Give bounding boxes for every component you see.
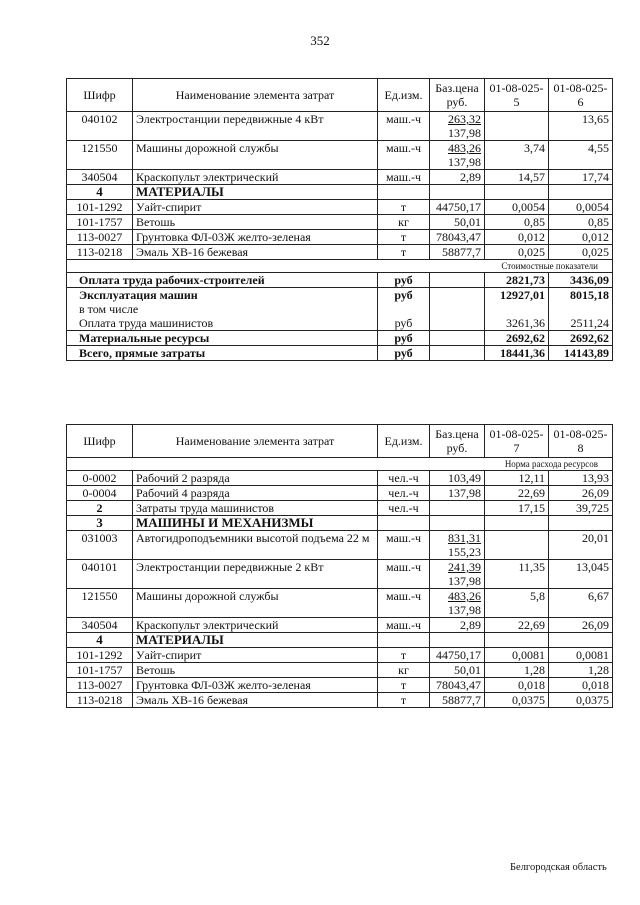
row-value-2: 20,01 <box>549 531 613 560</box>
cost-value-1: 2821,73 <box>485 273 549 288</box>
section-code: 3 <box>67 516 133 531</box>
row-price <box>430 531 485 560</box>
row-name: Ветошь <box>133 663 378 678</box>
row-code: 2 <box>67 501 133 516</box>
cost-name: Эксплуатация машин <box>67 288 378 303</box>
header-col2: 01-08-025-8 <box>549 425 613 458</box>
cost-value-2 <box>549 302 613 316</box>
row-unit: т <box>378 648 430 663</box>
row-unit: чел.-ч <box>378 486 430 501</box>
cost-name: Оплата труда машинистов <box>67 316 378 331</box>
row-name: Затраты труда машинистов <box>133 501 378 516</box>
row-price: 58877,7 <box>430 245 485 260</box>
row-value-2: 0,0081 <box>549 648 613 663</box>
cost-value-1: 18441,36 <box>485 346 549 361</box>
empty-cell <box>430 185 485 200</box>
row-unit: маш.-ч <box>378 170 430 185</box>
table-row <box>67 170 613 185</box>
row-value-2: 13,93 <box>549 471 613 486</box>
empty-cell <box>549 633 613 648</box>
page-number: 352 <box>310 33 330 48</box>
cost-value-2: 8015,18 <box>549 288 613 303</box>
header-price: Баз.цена руб. <box>430 425 485 458</box>
table-row <box>67 589 613 618</box>
empty-cell <box>378 516 430 531</box>
row-value-1 <box>485 112 549 141</box>
row-name: Электростанции передвижные 4 кВт <box>133 112 378 141</box>
row-name: Уайт-спирит <box>133 200 378 215</box>
row-price: 78043,47 <box>430 230 485 245</box>
row-value-1: 3,74 <box>485 141 549 170</box>
row-name: Эмаль ХВ-16 бежевая <box>133 693 378 708</box>
cost-unit: руб <box>378 273 430 288</box>
header-name: Наименование элемента затрат <box>133 79 378 112</box>
cost-value-2: 3436,09 <box>549 273 613 288</box>
price-value: 831,31 <box>448 531 481 545</box>
empty-cell <box>485 633 549 648</box>
row-unit: т <box>378 678 430 693</box>
cost-unit <box>378 302 430 316</box>
price-value: 483,26 <box>448 141 481 155</box>
row-value-1: 22,69 <box>485 618 549 633</box>
row-code: 121550 <box>67 589 133 618</box>
row-value-2: 39,725 <box>549 501 613 516</box>
cost-value-2: 14143,89 <box>549 346 613 361</box>
cost-row <box>67 331 613 346</box>
row-value-1: 0,0081 <box>485 648 549 663</box>
row-value-2: 0,012 <box>549 230 613 245</box>
row-value-1 <box>485 531 549 560</box>
empty-cell <box>430 316 485 331</box>
row-code: 0-0004 <box>67 486 133 501</box>
row-value-2: 13,045 <box>549 560 613 589</box>
row-unit: чел.-ч <box>378 501 430 516</box>
row-code: 040102 <box>67 112 133 141</box>
footer-region-label: Белгородская область <box>510 862 607 873</box>
table-row <box>67 648 613 663</box>
row-code: 113-0218 <box>67 245 133 260</box>
cost-unit: руб <box>378 316 430 331</box>
section-title: МАШИНЫ И МЕХАНИЗМЫ <box>133 516 378 531</box>
row-unit: т <box>378 245 430 260</box>
cost-name: в том числе <box>67 302 378 316</box>
table-row <box>67 112 613 141</box>
row-unit: кг <box>378 663 430 678</box>
row-value-1: 17,15 <box>485 501 549 516</box>
row-price: 50,01 <box>430 215 485 230</box>
row-code: 101-1292 <box>67 648 133 663</box>
table-row <box>67 245 613 260</box>
row-name: Машины дорожной службы <box>133 589 378 618</box>
row-code: 031003 <box>67 531 133 560</box>
section-code: 4 <box>67 185 133 200</box>
price-value: 263,32 <box>448 112 481 126</box>
cost-value-1 <box>485 302 549 316</box>
row-value-2: 13,65 <box>549 112 613 141</box>
table-row <box>67 200 613 215</box>
row-value-2: 0,85 <box>549 215 613 230</box>
cost-unit: руб <box>378 288 430 303</box>
row-name: Автогидроподъемники высотой подъема 22 м <box>133 531 378 560</box>
row-unit: маш.-ч <box>378 112 430 141</box>
row-name: Электростанции передвижные 2 кВт <box>133 560 378 589</box>
row-name: Грунтовка ФЛ-03Ж желто-зеленая <box>133 230 378 245</box>
cost-value-1: 3261,36 <box>485 316 549 331</box>
row-code: 340504 <box>67 618 133 633</box>
row-code: 340504 <box>67 170 133 185</box>
row-value-2: 26,09 <box>549 618 613 633</box>
empty-cell <box>430 302 485 316</box>
price-operator-value: 137,98 <box>448 155 481 169</box>
row-value-1: 5,8 <box>485 589 549 618</box>
empty-cell <box>430 331 485 346</box>
section-title: МАТЕРИАЛЫ <box>133 633 378 648</box>
row-value-1: 0,0054 <box>485 200 549 215</box>
row-value-1: 12,11 <box>485 471 549 486</box>
resource-table-1 <box>66 78 613 361</box>
row-name: Краскопульт электрический <box>133 170 378 185</box>
row-unit: маш.-ч <box>378 589 430 618</box>
row-price: 137,98 <box>430 486 485 501</box>
cost-unit: руб <box>378 346 430 361</box>
row-value-1: 11,35 <box>485 560 549 589</box>
cost-unit: руб <box>378 331 430 346</box>
row-code: 040101 <box>67 560 133 589</box>
norm-header: Норма расхода ресурсов <box>67 458 613 471</box>
row-value-1: 22,69 <box>485 486 549 501</box>
row-code: 113-0027 <box>67 678 133 693</box>
row-name: Ветошь <box>133 215 378 230</box>
section-title: МАТЕРИАЛЫ <box>133 185 378 200</box>
table-row <box>67 141 613 170</box>
row-value-2: 0,018 <box>549 678 613 693</box>
row-unit: маш.-ч <box>378 618 430 633</box>
row-value-2: 17,74 <box>549 170 613 185</box>
table-row <box>67 678 613 693</box>
header-price: Баз.цена руб. <box>430 79 485 112</box>
row-name: Краскопульт электрический <box>133 618 378 633</box>
row-code: 113-0218 <box>67 693 133 708</box>
price-operator-value: 155,23 <box>448 545 481 559</box>
norm-header-row <box>67 458 613 471</box>
cost-value-1: 2692,62 <box>485 331 549 346</box>
row-code: 121550 <box>67 141 133 170</box>
header-col2: 01-08-025-6 <box>549 79 613 112</box>
cost-name: Оплата труда рабочих-строителей <box>67 273 378 288</box>
row-value-1: 0,85 <box>485 215 549 230</box>
cost-name: Всего, прямые затраты <box>67 346 378 361</box>
empty-cell <box>549 185 613 200</box>
row-value-1: 0,025 <box>485 245 549 260</box>
row-code: 101-1292 <box>67 200 133 215</box>
section-row-materials <box>67 185 613 200</box>
row-value-2: 0,025 <box>549 245 613 260</box>
empty-cell <box>430 346 485 361</box>
price-value: 483,26 <box>448 589 481 603</box>
empty-cell <box>430 516 485 531</box>
row-code: 113-0027 <box>67 230 133 245</box>
section-row-materials <box>67 633 613 648</box>
row-unit: т <box>378 230 430 245</box>
row-name: Грунтовка ФЛ-03Ж желто-зеленая <box>133 678 378 693</box>
cost-name: Материальные ресурсы <box>67 331 378 346</box>
header-unit: Ед.изм. <box>378 425 430 458</box>
row-price <box>430 560 485 589</box>
row-price <box>430 589 485 618</box>
row-name: Рабочий 2 разряда <box>133 471 378 486</box>
table-row <box>67 663 613 678</box>
price-operator-value: 137,98 <box>448 574 481 588</box>
row-unit: т <box>378 200 430 215</box>
row-code: 101-1757 <box>67 215 133 230</box>
row-value-2: 1,28 <box>549 663 613 678</box>
cost-row <box>67 316 613 331</box>
price-value: 241,39 <box>448 560 481 574</box>
table-row <box>67 486 613 501</box>
table-row <box>67 560 613 589</box>
row-price: 44750,17 <box>430 648 485 663</box>
row-name: Рабочий 4 разряда <box>133 486 378 501</box>
cost-row <box>67 346 613 361</box>
empty-cell <box>378 633 430 648</box>
cost-indicators-header: Стоимостные показатели <box>67 260 613 273</box>
row-price <box>430 112 485 141</box>
row-price: 2,89 <box>430 618 485 633</box>
header-code: Шифр <box>67 425 133 458</box>
row-unit: маш.-ч <box>378 141 430 170</box>
empty-cell <box>485 516 549 531</box>
header-col1: 01-08-025-5 <box>485 79 549 112</box>
row-name: Эмаль ХВ-16 бежевая <box>133 245 378 260</box>
row-unit: чел.-ч <box>378 471 430 486</box>
price-operator-value: 137,98 <box>448 603 481 617</box>
empty-cell <box>430 273 485 288</box>
row-value-1: 14,57 <box>485 170 549 185</box>
table-row <box>67 693 613 708</box>
cost-row <box>67 302 613 316</box>
table-row <box>67 215 613 230</box>
row-price: 2,89 <box>430 170 485 185</box>
row-code: 101-1757 <box>67 663 133 678</box>
row-value-2: 0,0054 <box>549 200 613 215</box>
row-name: Машины дорожной службы <box>133 141 378 170</box>
header-col1: 01-08-025-7 <box>485 425 549 458</box>
row-value-1: 0,0375 <box>485 693 549 708</box>
table-row <box>67 531 613 560</box>
resource-table-2 <box>66 424 613 708</box>
table-row <box>67 501 613 516</box>
row-price: 78043,47 <box>430 678 485 693</box>
row-price: 58877,7 <box>430 693 485 708</box>
row-name: Уайт-спирит <box>133 648 378 663</box>
cost-value-1: 12927,01 <box>485 288 549 303</box>
cost-row <box>67 273 613 288</box>
empty-cell <box>430 288 485 303</box>
table-row <box>67 471 613 486</box>
row-price <box>430 141 485 170</box>
section-code: 4 <box>67 633 133 648</box>
header-unit: Ед.изм. <box>378 79 430 112</box>
row-code: 0-0002 <box>67 471 133 486</box>
row-unit: т <box>378 693 430 708</box>
row-value-1: 0,012 <box>485 230 549 245</box>
row-price: 44750,17 <box>430 200 485 215</box>
row-unit: маш.-ч <box>378 560 430 589</box>
empty-cell <box>549 516 613 531</box>
empty-cell <box>430 633 485 648</box>
row-price: 50,01 <box>430 663 485 678</box>
empty-cell <box>485 185 549 200</box>
row-unit: кг <box>378 215 430 230</box>
section-row-machines <box>67 516 613 531</box>
row-value-2: 4,55 <box>549 141 613 170</box>
empty-cell <box>378 185 430 200</box>
row-value-2: 0,0375 <box>549 693 613 708</box>
row-price: 103,49 <box>430 471 485 486</box>
row-value-2: 6,67 <box>549 589 613 618</box>
row-value-1: 0,018 <box>485 678 549 693</box>
cost-row <box>67 288 613 303</box>
table-row <box>67 618 613 633</box>
price-operator-value: 137,98 <box>448 126 481 140</box>
header-name: Наименование элемента затрат <box>133 425 378 458</box>
cost-value-2: 2511,24 <box>549 316 613 331</box>
empty-cell <box>430 501 485 516</box>
row-value-1: 1,28 <box>485 663 549 678</box>
header-code: Шифр <box>67 79 133 112</box>
row-value-2: 26,09 <box>549 486 613 501</box>
table-row <box>67 230 613 245</box>
cost-value-2: 2692,62 <box>549 331 613 346</box>
cost-indicators-header-row <box>67 260 613 273</box>
row-unit: маш.-ч <box>378 531 430 560</box>
